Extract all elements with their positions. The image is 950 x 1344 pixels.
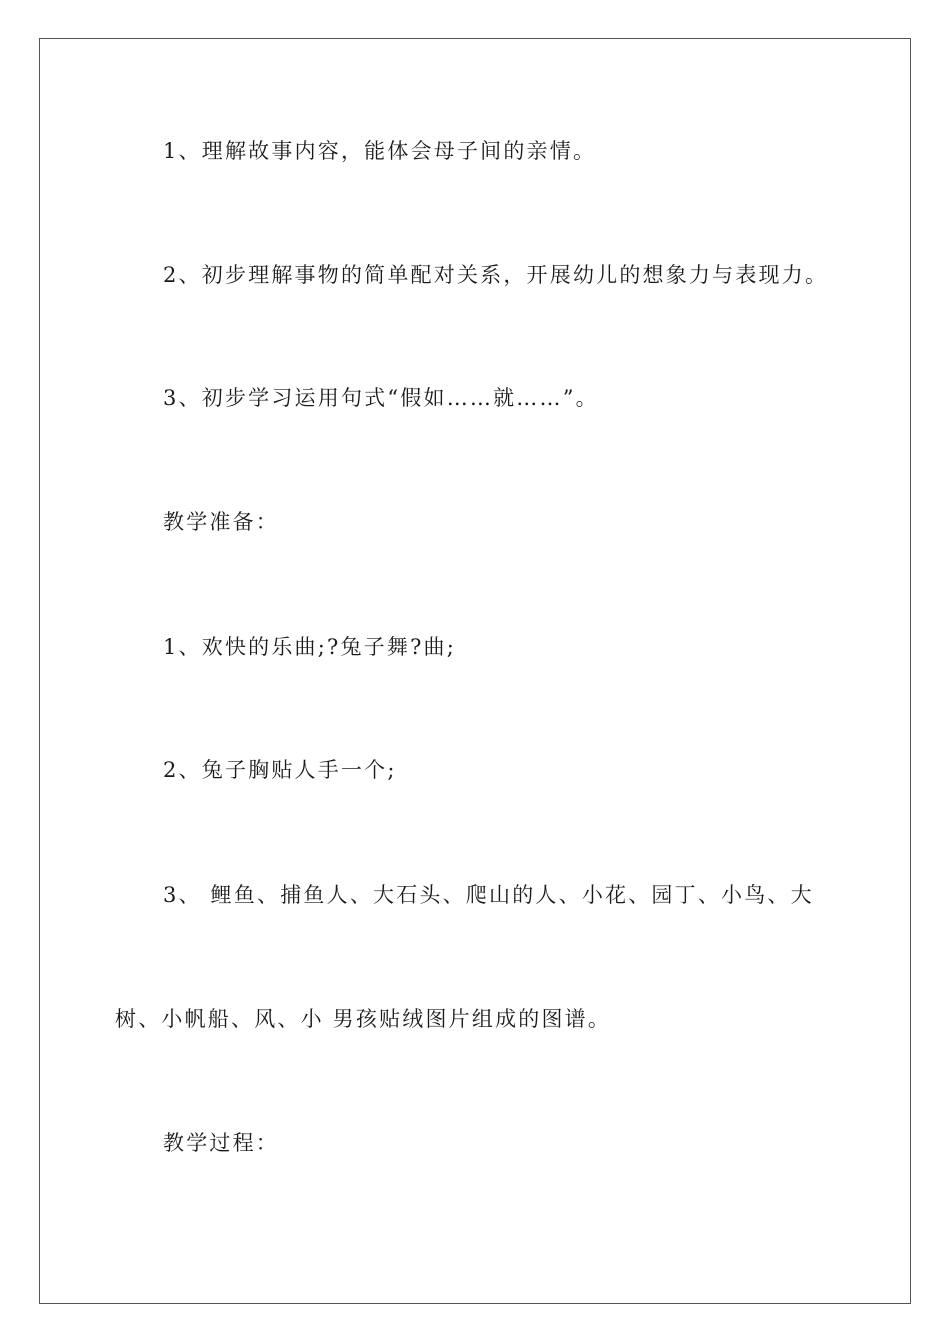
goal-1: 1、理解故事内容，能体会母子间的亲情。 xyxy=(163,139,597,163)
preparation-1: 1、欢快的乐曲;?兔子舞?曲; xyxy=(163,635,457,659)
section-heading-preparation: 教学准备： xyxy=(163,510,279,534)
goal-2: 2、初步理解事物的简单配对关系，开展幼儿的想象力与表现力。 xyxy=(163,263,829,287)
section-heading-process: 教学过程： xyxy=(163,1131,279,1155)
preparation-3: 3、 鲤鱼、捕鱼人、大石头、爬山的人、小花、园丁、小鸟、大 xyxy=(163,883,814,907)
page-frame xyxy=(39,38,911,1304)
goal-3: 3、初步学习运用句式“假如……就……”。 xyxy=(163,386,599,410)
preparation-2: 2、兔子胸贴人手一个; xyxy=(163,758,397,782)
preparation-3-continued: 树、小帆船、风、小 男孩贴绒图片组成的图谱。 xyxy=(115,1007,612,1031)
